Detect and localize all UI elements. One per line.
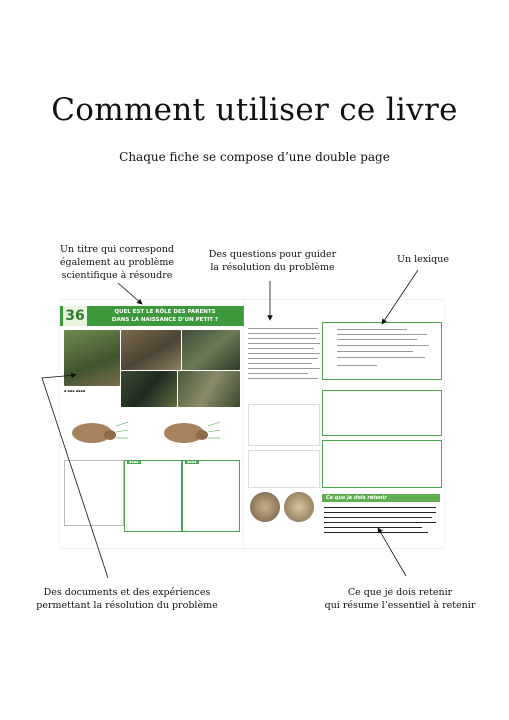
- arrow-titre: [118, 283, 142, 304]
- fiche-title-line: QUEL EST LE RÔLE DES PARENTS: [114, 309, 216, 315]
- callout-titre-line: Un titre qui correspond: [60, 244, 174, 255]
- callout-questions-line: la résolution du problème: [210, 262, 335, 273]
- experience-tag: ▪▪▪▪: [129, 460, 139, 464]
- arrow-documents: [42, 375, 108, 578]
- callout-titre-line: également au problème: [59, 257, 175, 268]
- callout-documents-line: Des documents et des expériences: [43, 587, 211, 598]
- arrow-lexique: [382, 270, 418, 324]
- fiche-number: 36: [63, 306, 87, 326]
- experience-tag: ▪▪▪▪: [187, 460, 197, 464]
- callout-retenir-line: qui résume l’essentiel à retenir: [324, 600, 476, 611]
- callout-lexique-line: Un lexique: [396, 254, 450, 265]
- callout-titre-line: scientifique à résoudre: [61, 270, 173, 281]
- doc-caption: ▪ ▪▪▪ ▪▪▪▪: [64, 389, 86, 393]
- callout-retenir-line: Ce que je dois retenir: [347, 587, 453, 598]
- retenir-heading: Ce que je dois retenir: [326, 495, 387, 501]
- callout-questions-line: Des questions pour guider: [208, 249, 337, 260]
- arrow-retenir: [378, 528, 406, 576]
- page-subtitle: Chaque fiche se compose d’une double page: [119, 150, 390, 164]
- fiche-title-line: DANS LA NAISSANCE D’UN PETIT ?: [111, 317, 219, 323]
- callout-documents-line: permettant la résolution du problème: [36, 600, 218, 611]
- page-title: Comment utiliser ce livre: [51, 92, 458, 128]
